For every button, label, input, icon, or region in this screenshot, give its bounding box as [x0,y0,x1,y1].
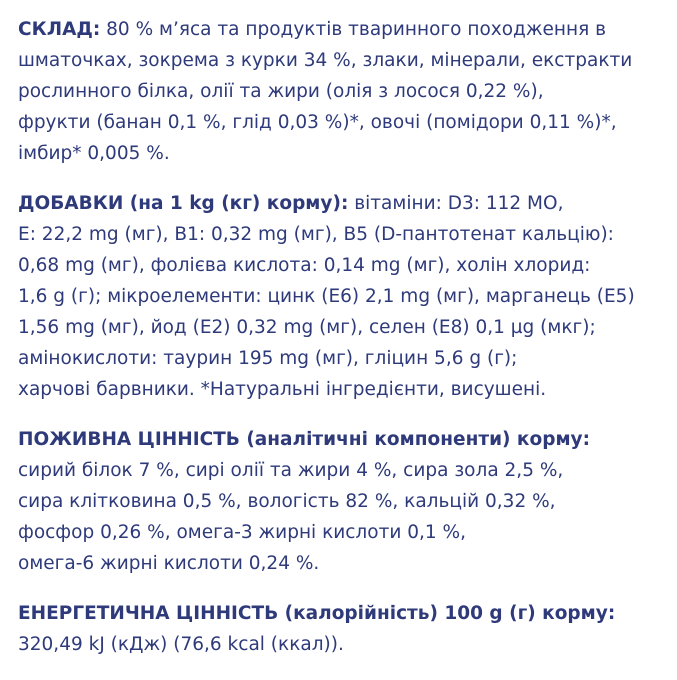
text-line: фрукти (банан 0,1 %, глід 0,03 %)*, овочі (помідори 0,11 %)*, [18,112,617,133]
nutritional-value-section [18,424,668,579]
energy-value-heading: ЕНЕРГЕТИЧНА ЦІННІСТЬ (калорійність) 100 g (г) корму: [18,603,616,624]
text-line: E: 22,2 mg (мг), B1: 0,32 mg (мг), B5 (D-пантотенат кальцію): [18,224,614,245]
composition-section [18,14,668,169]
text-line: шматочках, зокрема з курки 34 %, злаки, мінерали, екстракти [18,50,633,71]
text-line: 320,49 kJ (кДж) (76,6 kcal (ккал)). [18,634,344,655]
additives-section [18,188,668,405]
text-line: 1,56 mg (мг), йод (E2) 0,32 mg (мг), селен (E8) 0,1 µg (мкг); [18,317,596,338]
product-label [18,14,668,679]
nutritional-value-heading: ПОЖИВНА ЦІННІСТЬ (аналітичні компоненти) корму: [18,429,591,450]
text-line: 0,68 mg (мг), фолієва кислота: 0,14 mg (мг), холін хлорид: [18,255,591,276]
text-line: амінокислоти: таурин 195 mg (мг), гліцин 5,6 g (г); [18,348,518,369]
line-text: 80 % м’яса та продуктів тваринного походження в [100,19,606,40]
text-line: сирий білок 7 %, сирі олії та жири 4 %, сира зола 2,5 %, [18,460,564,481]
text-line [18,188,668,219]
text-line [18,14,668,45]
text-line: імбир* 0,005 %. [18,143,170,164]
text-line: 1,6 g (г); мікроелементи: цинк (E6) 2,1 mg (мг), марганець (E5) [18,286,635,307]
text-line: харчові барвники. *Натуральні інгредієнти, висушені. [18,379,547,400]
text-line: фосфор 0,26 %, омега-3 жирні кислоти 0,1 %, [18,522,467,543]
energy-value-section [18,598,668,660]
text-line: омега-6 жирні кислоти 0,24 %. [18,553,320,574]
composition-heading: СКЛАД: [18,19,101,40]
additives-heading: ДОБАВКИ (на 1 kg (кг) корму): [18,193,349,214]
line-text: вітаміни: D3: 112 МО, [348,193,564,214]
text-line: сира клітковина 0,5 %, вологість 82 %, кальцій 0,32 %, [18,491,556,512]
text-line: рослинного білка, олії та жири (олія з лосося 0,22 %), [18,81,544,102]
